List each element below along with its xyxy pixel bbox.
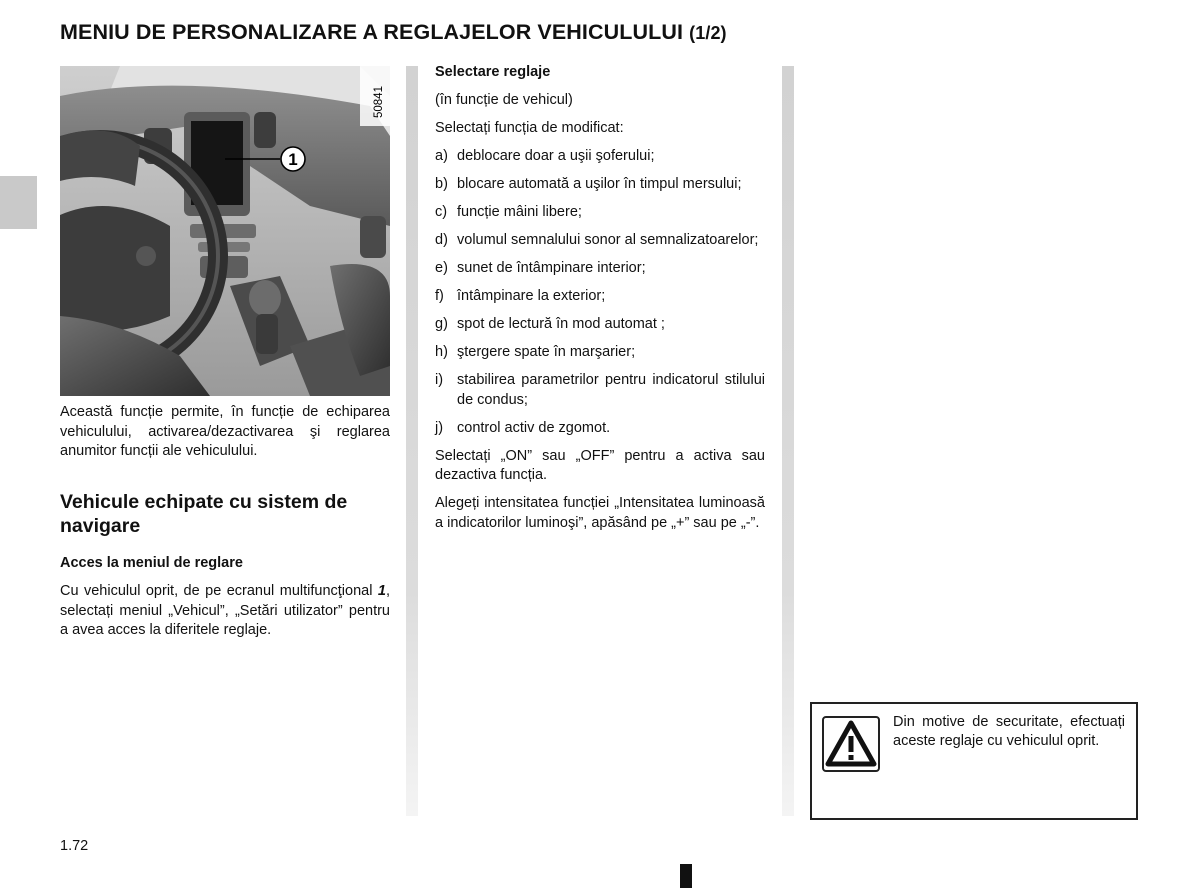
warning-triangle-icon	[822, 716, 880, 772]
list-item-label: d)	[435, 232, 448, 248]
column-divider-left	[406, 66, 418, 816]
on-off-paragraph: Selectați „ON” sau „OFF” pentru a activa sau dezactiva funcția.	[435, 447, 765, 483]
list-item	[435, 203, 765, 223]
list-item	[435, 287, 765, 307]
list-item-text: stabilirea parametrilor pentru indicatorul stilului de condus;	[457, 372, 765, 408]
dashboard-illustration	[60, 66, 390, 396]
list-item-text: volumul semnalului sonor al semnalizatoarelor;	[457, 232, 759, 248]
list-item-label: j)	[435, 419, 444, 436]
list-item-label: c)	[435, 204, 448, 220]
select-instruction: Selectați funcția de modificat:	[435, 120, 624, 136]
list-item-text: blocare automată a uşilor în timpul mersului;	[457, 176, 742, 192]
list-item	[435, 315, 765, 335]
list-item-label: f)	[435, 288, 444, 304]
screen-reference: 1	[377, 583, 386, 599]
page-title	[60, 20, 727, 45]
list-item	[435, 371, 765, 410]
callout-label: 1	[288, 150, 298, 169]
list-item	[435, 259, 765, 279]
list-item-label: g)	[435, 316, 448, 332]
access-text-end: , selectați meniul „Vehicul”, „Setări utilizator” pentru a avea acces la diferitele reglaje.	[60, 583, 390, 638]
page-part: (1/2)	[689, 23, 727, 43]
intro-paragraph: Această funcție permite, în funcție de echiparea vehiculului, activarea/dezactivarea şi reglarea anumitor funcții ale vehiculului.	[60, 404, 390, 459]
figure-ref-number: 50841	[373, 86, 385, 118]
access-text-start: Cu vehiculul oprit, de pe ecranul multifuncţional	[60, 583, 378, 599]
page-number: 1.72	[60, 838, 89, 854]
list-item-text: spot de lectură în mod automat ;	[457, 316, 665, 332]
list-item	[435, 343, 765, 363]
list-item-text: funcție mâini libere;	[457, 204, 582, 220]
list-item-text: ştergere spate în marşarier;	[457, 344, 636, 360]
list-item-label: a)	[435, 148, 448, 164]
chapter-tab	[0, 176, 37, 229]
intensity-paragraph: Alegeți intensitatea funcției „Intensitatea luminoasă a indicatorilor luminoşi”, apăsând pe „+” sau pe „-”.	[435, 495, 765, 531]
subsection-title: Acces la meniul de reglare	[60, 555, 243, 571]
list-item	[435, 147, 765, 167]
dashboard-drawing	[60, 66, 390, 396]
access-paragraph	[60, 582, 390, 641]
list-item-label: e)	[435, 260, 448, 276]
list-item-label: b)	[435, 176, 448, 192]
settings-heading: Selectare reglaje	[435, 64, 551, 80]
list-item	[435, 175, 765, 195]
list-item	[435, 419, 765, 439]
list-item-label: i)	[435, 372, 444, 388]
vehicle-note: (în funcție de vehicul)	[435, 92, 573, 108]
column-divider-right	[782, 66, 794, 816]
list-item-text: deblocare doar a uşii şoferului;	[457, 148, 655, 164]
list-item-text: sunet de întâmpinare interior;	[457, 260, 646, 276]
list-item-text: întâmpinare la exterior;	[457, 288, 606, 304]
section-title: Vehicule echipate cu sistem de navigare	[60, 491, 348, 537]
page-edge-marker	[680, 864, 692, 888]
warning-text: Din motive de securitate, efectuați aceste reglaje cu vehiculul oprit.	[893, 714, 1125, 749]
list-item	[435, 231, 765, 251]
page-title-text: MENIU DE PERSONALIZARE A REGLAJELOR VEHICULULUI	[60, 20, 684, 44]
settings-column	[435, 63, 765, 533]
list-item-label: h)	[435, 344, 448, 360]
list-item-text: control activ de zgomot.	[457, 419, 611, 436]
